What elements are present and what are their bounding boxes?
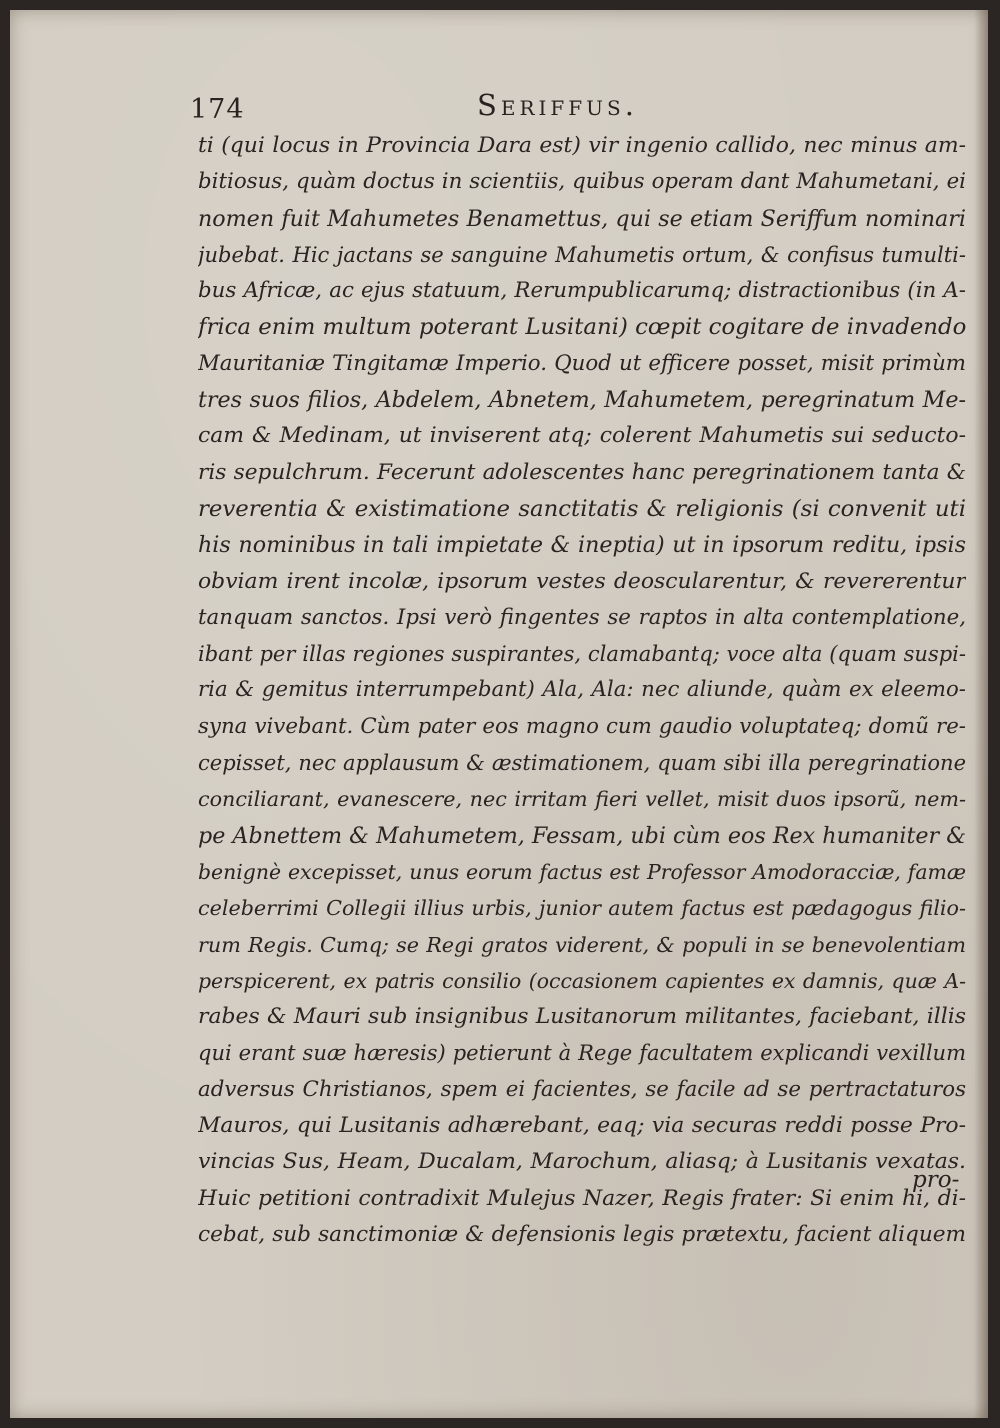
text-line: obviam irent incolæ, ipsorum vestes deoscularentur, & revererentur [198, 568, 966, 594]
text-line: ti (qui locus in Provincia Dara est) vir ingenio callido, nec minus am- [198, 133, 966, 158]
text-line: jubebat. Hic jactans se sanguine Mahumetis ortum, & confisus tumulti- [198, 242, 966, 267]
text-line: ria & gemitus interrumpebant) Ala, Ala: nec aliunde, quàm ex eleemo- [198, 677, 966, 703]
running-head: Seriffus. [477, 88, 638, 122]
text-line: cepisset, nec applausum & æstimationem, quam sibi illa peregrinatione [198, 751, 966, 776]
text-line: benignè excepisset, unus eorum factus est Professor Amodoracciæ, famæ [198, 859, 966, 884]
page-number: 174 [190, 94, 245, 125]
text-line: conciliarant, evanescere, nec irritam fieri vellet, misit duos ipsorũ, nem- [198, 787, 966, 812]
text-line: syna vivebant. Cùm pater eos magno cum gaudio voluptateq; domũ re- [198, 713, 966, 739]
text-line: tres suos filios, Abdelem, Abnetem, Mahumetem, peregrinatum Me- [198, 387, 966, 414]
text-line: perspicerent, ex patris consilio (occasionem capientes ex damnis, quæ A- [198, 968, 966, 993]
text-line: vincias Sus, Heam, Ducalam, Marochum, aliasq; à Lusitanis vexatas. [198, 1149, 966, 1175]
text-line: adversus Christianos, spem ei facientes, se facile ad se pertractaturos [198, 1076, 966, 1102]
text-line: ris sepulchrum. Fecerunt adolescentes hanc peregrinationem tanta & [198, 459, 966, 485]
text-line: qui erant suæ hæresis) petierunt à Rege facultatem explicandi vexillum [198, 1041, 966, 1066]
text-line: celeberrimi Collegii illius urbis, junior autem factus est pædagogus filio- [198, 896, 966, 921]
catchword: pro- [912, 1167, 960, 1193]
text-line: cam & Medinam, ut inviserent atq; colerent Mahumetis sui seducto- [198, 423, 966, 449]
text-line: rabes & Mauri sub insignibus Lusitanorum militantes, faciebant, illis [198, 1004, 966, 1030]
text-line: rum Regis. Cumq; se Regi gratos viderent, & populi in se benevolentiam [198, 932, 966, 957]
text-line: Mauros, qui Lusitanis adhærebant, eaq; via securas reddi posse Pro- [198, 1113, 966, 1139]
text-line: bus Africæ, ac ejus statuum, Rerumpublicarumq; distractionibus (in A- [198, 278, 966, 304]
text-line: pe Abnettem & Mahumetem, Fessam, ubi cùm eos Rex humaniter & [198, 822, 966, 849]
text-line: nomen fuit Mahumetes Benamettus, qui se etiam Seriffum nominari [198, 205, 966, 232]
text-line: his nominibus in tali impietate & ineptia) ut in ipsorum reditu, ipsis [198, 532, 966, 559]
text-line: frica enim multum poterant Lusitani) cœpit cogitare de invadendo [198, 314, 966, 341]
page-header [190, 84, 970, 128]
text-line: ibant per illas regiones suspirantes, clamabantq; voce alta (quam suspi- [198, 642, 966, 667]
text-line: bitiosus, quàm doctus in scientiis, quibus operam dant Mahumetani, ei [198, 169, 966, 195]
text-line: cebat, sub sanctimoniæ & defensionis legis prætextu, facient aliquem [198, 1221, 966, 1247]
text-line: Huic petitioni contradixit Mulejus Nazer, Regis frater: Si enim hi, di- [198, 1185, 966, 1211]
text-line: Mauritaniæ Tingitamæ Imperio. Quod ut efficere posset, misit primùm [198, 350, 966, 376]
body-text [198, 128, 966, 1253]
text-line: reverentia & existimatione sanctitatis & religionis (si convenit uti [198, 495, 966, 522]
text-line: tanquam sanctos. Ipsi verò fingentes se raptos in alta contemplatione, [198, 604, 966, 630]
page-edge-shadow [974, 10, 988, 1418]
